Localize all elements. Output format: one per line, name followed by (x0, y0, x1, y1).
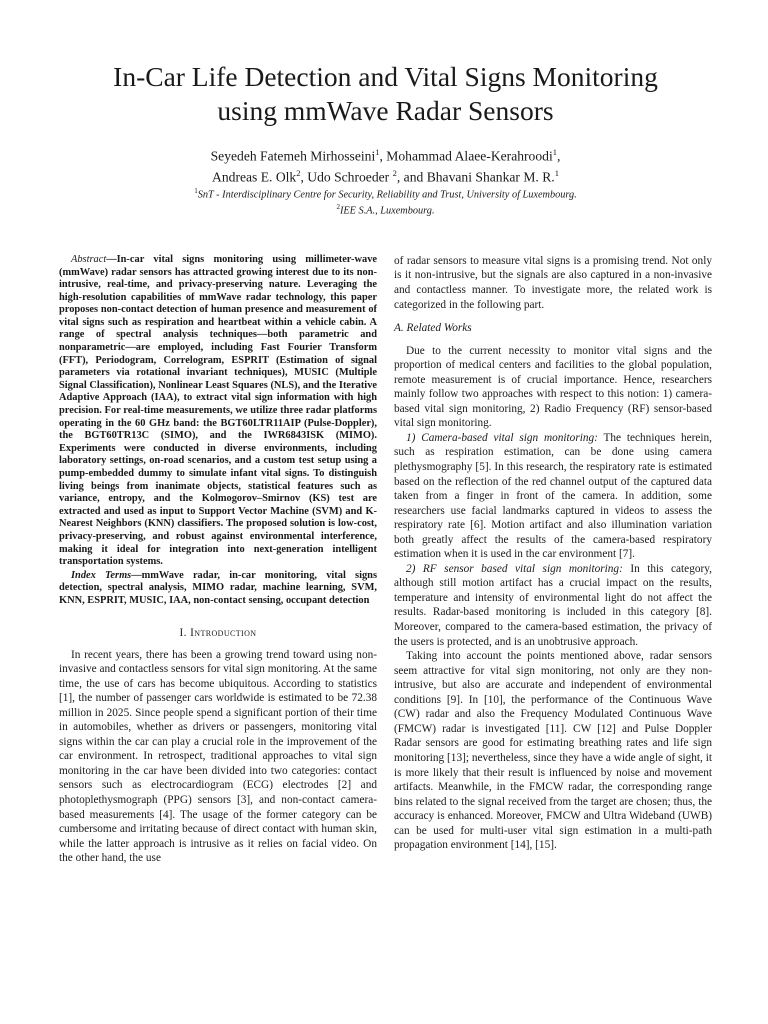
author-sep: , (300, 169, 308, 185)
paragraph: Taking into account the points mentioned above, radar sensors seem attractive for vital sign monitoring, not only are they non-intrusive, but also are accurate and independent of environmental conditions [9]. In [10], the performance of the Continuous Wave (CW) radar and also the Frequency Modulated Continuous Wave (FMCW) radar is investigated [11]. CW [12] and Pulse Doppler Radar sensors are good for estimating breathing rates and life sign monitoring [13]; nevertheless, since they have a wide angle of sight, it is more likely that their result is influenced by noise and movement artifacts. Meanwhile, in the FMCW radar, the corresponding range bins related to the signal received from the target are chosen; thus, the accuracy is enhanced. Moreover, FMCW and Ultra Wideband (UWB) can be used for multi-user vital sign estimation in a multi-path propagation environment [14], [15]. (394, 650, 712, 852)
title-line-2: using mmWave Radar Sensors (217, 95, 554, 126)
paper-title (59, 60, 712, 128)
author-sep: , and (396, 169, 427, 185)
abstract-text: In-car vital signs monitoring using millimeter-wave (mmWave) radar sensors has attracted growing interest due to its non-intrusive, real-time, and privacy-preserving nature. Leveraging the high-resolution capabilities of mmWave radar technology, this paper proposes non-contact detection of human presence and measurement of vital signs such as respiration and heartbeat within a vehicle cabin. A range of spectral analysis techniques—both parametric and nonparametric—are employed, including Fast Fourier Transform (FFT), Periodogram, Correlogram, ESPRIT (Estimation of signal parameters via rotational invariant techniques), MUSIC (Multiple Signal Classification), Nonlinear Least Squares (NLS), and the Iterative Adaptive Approach (IAA), to extract vital sign information with high precision. For real-time measurements, we utilize three radar platforms operating in the 60 GHz band: the BGT60LTR11AIP (Pulse-Doppler), the BGT60TR13C (SIMO), and the IWR6843ISK (MIMO). Experiments were conducted in diverse environments, including laboratory settings, on-road scenarios, and a custom test setup using a pump-embedded dummy to simulate infant vital signs. To distinguish living beings from inanimate objects, statistical features such as variance, entropy, and the Kolmogorov–Smirnov (KS) test are extracted and used as input to Support Vector Machine (SVM) and K-Nearest Neighbors (KNN) classifiers. The proposed solution is low-cost, privacy-preserving, and robust against environmental interference, making it ideal for integration into next-generation intelligent transportation systems. (59, 253, 377, 568)
two-column-body (59, 254, 712, 866)
paragraph-heading: 1) Camera-based vital sign monitoring: (406, 431, 598, 444)
author-list (59, 144, 712, 185)
paragraph-text: The techniques herein, such as respiration estimation, can be done using camera plethysmography [5]. In this research, the respiratory rate is estimated based on the reflection of the red channel output of the captured data taken from a finger in front of the camera. In addition, some researchers use facial landmarks captured in videos to assess the respiratory rate [6]. Motion artifact and also illumination variation both greatly affect the results of the camera-based respiratory estimation when it is used in the car environment [7]. (394, 431, 712, 561)
paragraph: Due to the current necessity to monitor vital signs and the proportion of medical centers and facilities to the global population, remote measurement is of crucial importance. Hence, researchers mainly follow two approaches with respect to this notion: 1) camera-based vital sign monitoring, 2) Radio Frequency (RF) sensor-based vital sign monitoring. (394, 344, 712, 430)
affiliation-text: SnT - Interdisciplinary Centre for Security, Reliability and Trust, University of Luxembourg. (197, 189, 577, 201)
author-name: Seyedeh Fatemeh Mirhosseini (210, 148, 376, 164)
section-heading (59, 626, 377, 640)
right-column (394, 254, 712, 866)
index-terms-label: Index Terms (71, 569, 132, 581)
abstract: Abstract—In-car vital signs monitoring using millimeter-wave (mmWave) radar sensors has attracted growing interest due to its non-intrusive, real-time, and privacy-preserving nature. Leveraging the high-resolution capabilities of mmWave radar technology, this paper proposes non-contact detection of human presence and measurement of vital signs such as respiration and heartbeat within a vehicle cabin. A range of spectral analysis techniques—both parametric and nonparametric—are employed, including Fast Fourier Transform (FFT), Periodogram, Correlogram, ESPRIT (Estimation of signal parameters via rotational invariant techniques), MUSIC (Multiple Signal Classification), Nonlinear Least Squares (NLS), and the Iterative Adaptive Approach (IAA), to extract vital sign information with high precision. For real-time measurements, we utilize three radar platforms operating in the 60 GHz band: the BGT60LTR11AIP (Pulse-Doppler), the BGT60TR13C (SIMO), and the IWR6843ISK (MIMO). Experiments were conducted in diverse environments, including laboratory settings, on-road scenarios, and a custom test setup using a pump-embedded dummy to simulate infant vital signs. To distinguish living beings from inanimate objects, statistical features such as variance, entropy, and the Kolmogorov–Smirnov (KS) test are extracted and used as input to Support Vector Machine (SVM) and K-Nearest Neighbors (KNN) classifiers. The proposed solution is low-cost, privacy-preserving, and robust against environmental interference, making it ideal for integration into next-generation intelligent transportation systems. (59, 253, 377, 568)
abstract-label: Abstract (71, 253, 107, 265)
author-name: Udo Schroeder (307, 169, 393, 185)
section-number: I. (179, 626, 191, 639)
paragraph-heading: 2) RF sensor based vital sign monitoring: (406, 562, 623, 575)
author-name: Andreas E. Olk (212, 169, 297, 185)
index-terms-text: mmWave radar, in-car monitoring, vital signs detection, spectral analysis, MIMO radar, machine learning, SVM, KNN, ESPRIT, MUSIC, IAA, non-contact sensing, occupant detection (59, 569, 377, 606)
affiliation (59, 201, 712, 217)
affiliation-sup: 1 (194, 187, 198, 196)
author-sup: 1 (552, 147, 557, 157)
section-title: Introduction (190, 626, 257, 639)
author-sup: 2 (392, 167, 397, 178)
paragraph (394, 431, 712, 562)
author-name: Mohammad Alaee-Kerahroodi (386, 148, 553, 164)
author-sep: , (379, 148, 387, 164)
author-sup: 1 (375, 147, 380, 157)
left-column (59, 254, 377, 866)
paragraph (394, 562, 712, 649)
intro-paragraph: In recent years, there has been a growing trend toward using non-invasive and contactless sensors for vital sign monitoring. At the same time, the use of cars has become ubiquitous. According to statistics [1], the number of passenger cars worldwide is estimated to be 72.38 million in 2025. Since people spend a significant portion of their time in automobiles, whether as drivers or passengers, monitoring vital signs within the car can play a crucial role in the improvement of the car environment. In retrospect, traditional approaches to vital sign monitoring in the car have been divided into two categories: contact sensors such as electrocardiogram (ECG) electrodes [2] and photoplethysmograph (PPG) sensors [3], and non-contact camera-based measurements [4]. The usage of the former category can be cumbersome and irritating because of direct contact with human skin, while the latter approach is intrusive as it relies on facial video. On the other hand, the use (59, 648, 377, 865)
paragraph-text: In this category, although still motion artifact has a crucial impact on the results, temperature and intensity of environmental light do not affect the results. Radar-based monitoring is included in this category [8]. Moreover, compared to the camera-based estimation, the privacy of the users is protected, and is an unobtrusive approach. (394, 562, 712, 648)
affiliation-text: IEE S.A., Luxembourg. (339, 205, 435, 217)
title-line-1: In-Car Life Detection and Vital Signs Monitoring (113, 61, 658, 92)
author-sup: 1 (554, 167, 559, 178)
paragraph: of radar sensors to measure vital signs is a promising trend. Not only is it non-intrusive, but the signals are also captured in a non-invasive and contactless manner. To investigate more, the related work is categorized in the following part. (394, 254, 712, 311)
author-sep: , (556, 148, 561, 164)
affiliation-sup: 2 (336, 203, 340, 212)
author-name: Bhavani Shankar M. R. (426, 169, 555, 185)
author-sup: 2 (296, 167, 301, 178)
subsection-heading: A. Related Works (394, 322, 472, 335)
affiliation (59, 185, 712, 201)
index-terms: Index Terms—mmWave radar, in-car monitoring, vital signs detection, spectral analysis, MIMO radar, machine learning, SVM, KNN, ESPRIT, MUSIC, IAA, non-contact sensing, occupant detection (59, 569, 377, 606)
